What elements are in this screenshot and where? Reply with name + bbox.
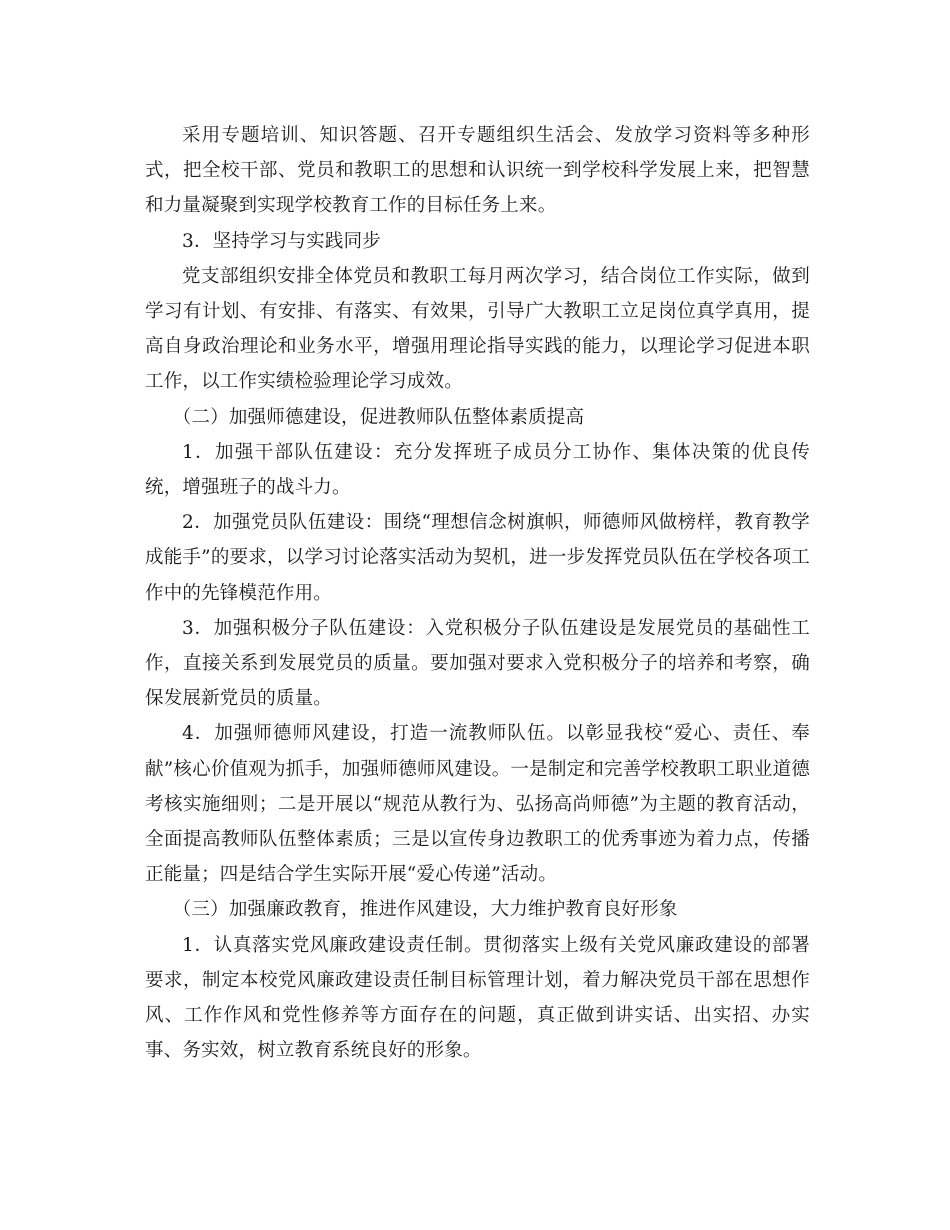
paragraph-activist-team: 3．加强积极分子队伍建设：入党积极分子队伍建设是发展党员的基础性工作，直接关系到发展党员的质量。要加强对要求入党积极分子的培养和考察，确保发展新党员的质量。 <box>145 617 810 710</box>
heading-study-practice: 3．坚持学习与实践同步 <box>182 230 381 252</box>
paragraph-cadre-team: 1．加强干部队伍建设：充分发挥班子成员分工协作、集体决策的优良传统，增强班子的战斗力。 <box>145 441 810 499</box>
paragraph-party-member-team: 2．加强党员队伍建设：围绕“理想信念树旗帜，师德师风做榜样，教育教学成能手”的要求，以学习讨论落实活动为契机，进一步发挥党员队伍在学校各项工作中的先锋模范作用。 <box>145 512 810 604</box>
paragraph-study-forms: 采用专题培训、知识答题、召开专题组织生活会、发放学习资料等多种形式，把全校干部、党员和教职工的思想和认识统一到学校科学发展上来，把智慧和力量凝聚到实现学校教育工作的目标任务上来。 <box>145 125 810 217</box>
paragraph-teacher-ethics-building: 4．加强师德师风建设，打造一流教师队伍。以彰显我校“爱心、责任、奉献”核心价值观为抓手，加强师德师风建设。一是制定和完善学校教职工职业道德考核实施细则；二是开展以“规范从教行为、弘扬高尚师德”为主题的教育活动，全面提高教师队伍整体素质；三是以宣传身边教职工的优秀事迹为着力点，传播正能量；四是结合学生实际开展“爱心传递”活动。 <box>145 723 810 886</box>
paragraph-responsibility-system: 1．认真落实党风廉政建设责任制。贯彻落实上级有关党风廉政建设的部署要求，制定本校党风廉政建设责任制目标管理计划，着力解决党员干部在思想作风、工作作风和党性修养等方面存在的问题，真正做到讲实话、出实招、办实事、务实效，树立教育系统良好的形象。 <box>145 934 810 1062</box>
paragraph-monthly-study: 党支部组织安排全体党员和教职工每月两次学习，结合岗位工作实际，做到学习有计划、有安排、有落实、有效果，引导广大教职工立足岗位真学真用，提高自身政治理论和业务水平，增强用理论指导实践的能力，以理论学习促进本职工作，以工作实绩检验理论学习成效。 <box>145 265 810 393</box>
section-heading-integrity-education: （三）加强廉政教育，推进作风建设，大力维护教育良好形象 <box>172 899 678 921</box>
document-body <box>145 118 810 1068</box>
section-heading-teacher-ethics: （二）加强师德建设，促进教师队伍整体素质提高 <box>172 406 585 428</box>
